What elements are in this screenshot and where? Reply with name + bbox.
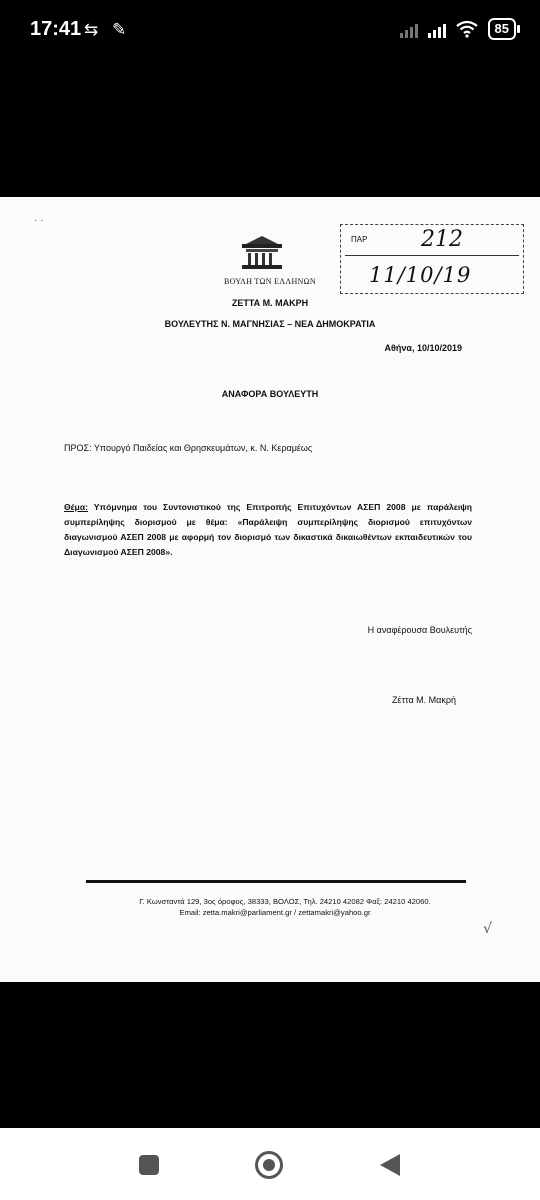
stamp-number: 212 (421, 227, 463, 252)
signal-off-icon (400, 20, 418, 38)
home-button[interactable] (255, 1151, 283, 1179)
document-date: Αθήνα, 10/10/2019 (384, 343, 462, 353)
document-heading: ΑΝΑΦΟΡΑ ΒΟΥΛΕΥΤΗ (221, 389, 319, 399)
subject-paragraph (64, 500, 472, 560)
signature-name: Ζέττα Μ. Μακρή (391, 695, 456, 705)
footer-address: Γ. Κωνσταντά 129, 3ος όροφος, 38333, ΒΟΛΟΣ, Τηλ. 24210 42082 Φαξ: 24210 42060. (139, 897, 431, 906)
pen-icon: ✎ (112, 20, 127, 39)
footer-email: Email: zetta.makri@parliament.gr / zettamakri@yahoo.gr (179, 908, 371, 917)
sync-icon: ⇆ (84, 20, 99, 39)
recipient-line: ΠΡΟΣ: Υπουργό Παιδείας και Θρησκευμάτων, κ. Ν. Κεραμέως (64, 443, 313, 453)
subject-label: Θέμα: (64, 502, 88, 512)
parliament-name: ΒΟΥΛΗ ΤΩΝ ΕΛΛΗΝΩΝ (224, 277, 316, 286)
status-icons (400, 18, 516, 40)
subject-text: Υπόμνημα του Συντονιστικού της Επιτροπής Επιτυχόντων ΑΣΕΠ 2008 με παράλειψη συμπερίληψης διορισμού με θέμα: «Παράλειψη συμπερίληψης διορισμού επιτυχόντων διαγωνισμού ΑΣΕΠ 2008 με αφορμή τον διορισμό των δικαστικά δικαιωθέντων εκπαιδευτικών του Διαγωνισμού ΑΣΕΠ 2008». (64, 502, 472, 557)
document-page (0, 197, 540, 982)
stamp-divider (345, 255, 519, 256)
page-speck: · · (34, 215, 44, 226)
stamp-label: ΠΑΡ (351, 235, 368, 244)
parliament-crest-icon (240, 234, 284, 270)
signal-icon (428, 20, 446, 38)
status-time: 17:41 (30, 18, 82, 40)
back-button[interactable] (380, 1154, 400, 1176)
status-bar (0, 0, 540, 62)
battery-indicator: 85 (488, 18, 516, 40)
navigation-bar (0, 1128, 540, 1200)
wifi-icon (456, 20, 478, 38)
footer-rule (86, 880, 466, 883)
signoff: Η αναφέρουσα Βουλευτής (367, 625, 472, 635)
mp-title: ΒΟΥΛΕΥΤΗΣ Ν. ΜΑΓΝΗΣΙΑΣ – ΝΕΑ ΔΗΜΟΚΡΑΤΙΑ (164, 319, 376, 329)
recents-button[interactable] (139, 1155, 159, 1175)
stamp-date: 11/10/19 (369, 263, 472, 287)
mp-name: ΖΕΤΤΑ Μ. ΜΑΚΡΗ (231, 298, 309, 308)
check-mark: √ (483, 921, 492, 937)
